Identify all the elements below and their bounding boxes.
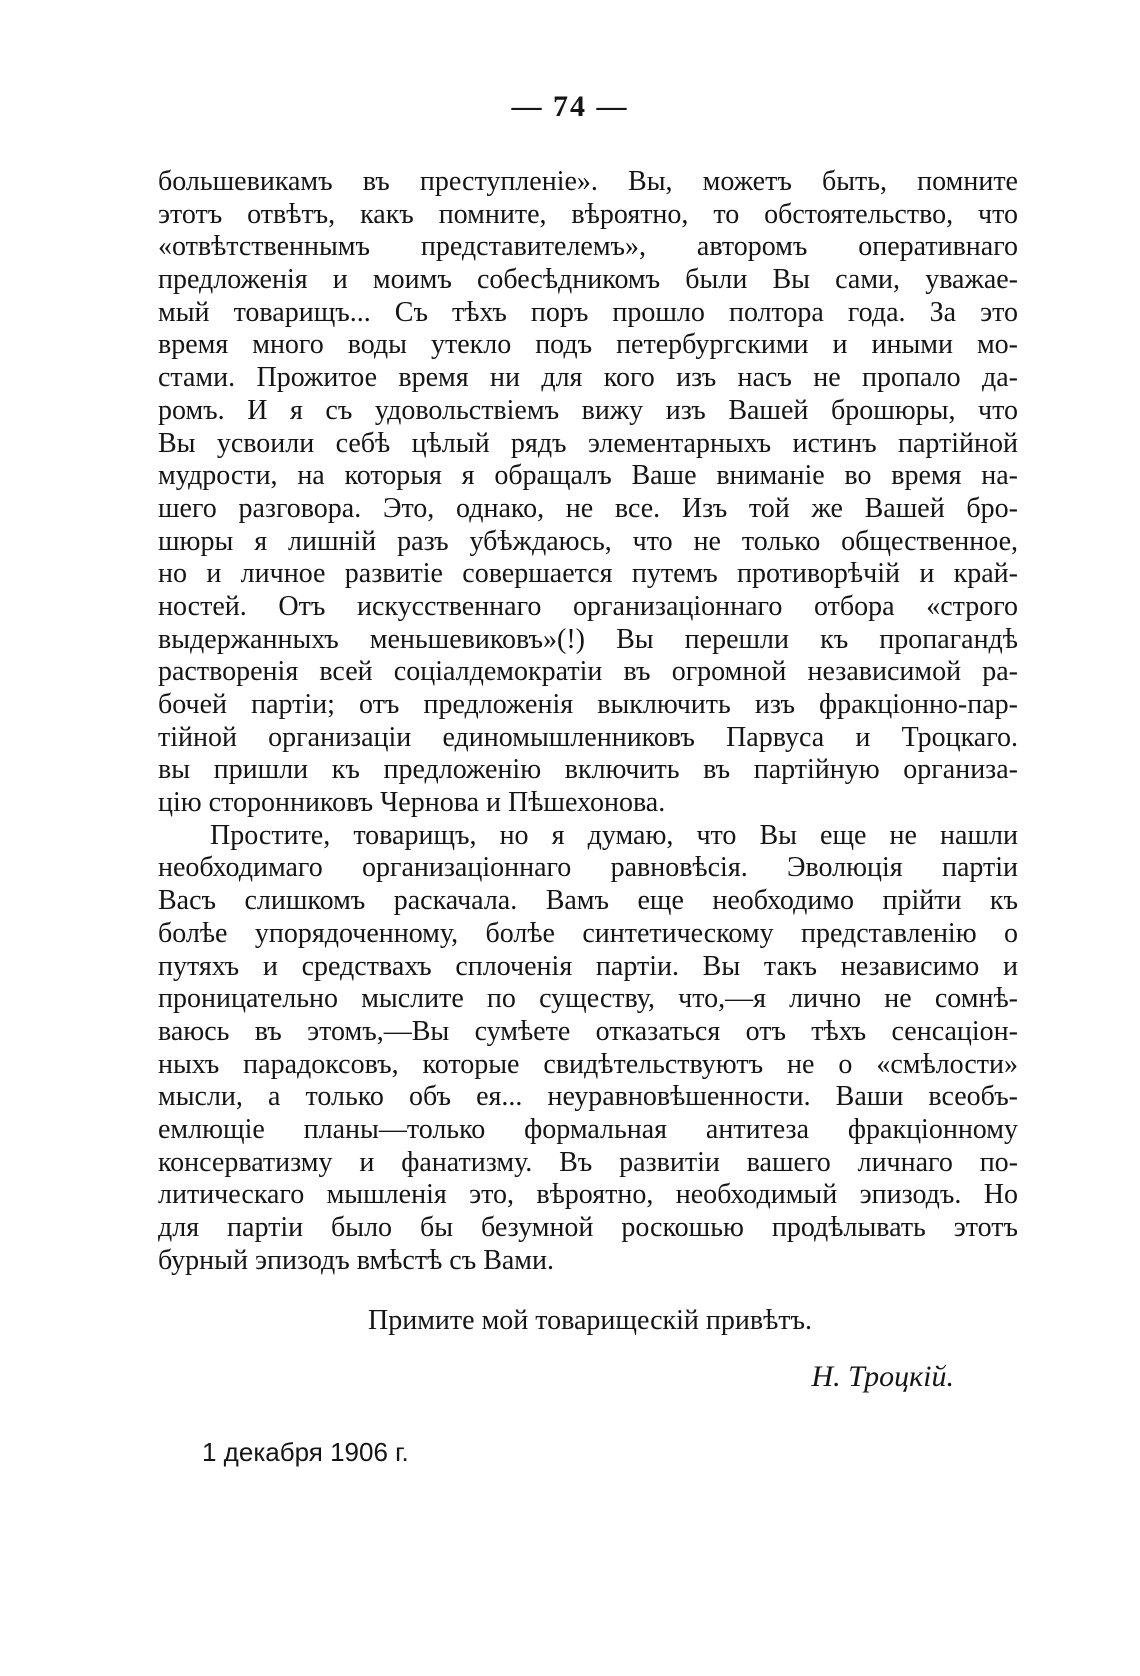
- text-line: вы пришли къ предложенію включить въ партійную организа-: [158, 754, 1018, 786]
- text-line: мый товарищъ... Съ тѣхъ поръ прошло полтора года. За это: [158, 296, 1018, 328]
- text-line: шюры я лишній разъ убѣждаюсь, что не только общественное,: [158, 525, 1018, 557]
- text-line: для партіи было бы безумной роскошью продѣлывать этотъ: [158, 1212, 1018, 1243]
- text-line: емлющіе планы—только формальная антитеза фракціонному: [158, 1113, 1018, 1145]
- text-line: но и личное развитіе совершается путемъ противорѣчій и край-: [158, 558, 1018, 590]
- text-line: ностей. Отъ искусственнаго организаціоннаго отбора «строго: [158, 590, 1018, 622]
- text-line: шего разговора. Это, однако, не все. Изъ той же Вашей бро-: [158, 492, 1018, 524]
- text-line: бочей партіи; отъ предложенія выключить изъ фракціонно-пар-: [158, 689, 1018, 720]
- text-line: выдержанныхъ меньшевиковъ»(!) Вы перешли къ пропагандѣ: [158, 623, 1018, 655]
- text-line: время много воды утекло подъ петербургскими и иными мо-: [158, 329, 1018, 361]
- text-line: ромъ. И я съ удовольствіемъ вижу изъ Вашей брошюры, что: [158, 394, 1018, 426]
- text-line: мысли, а только объ ея... неуравновѣшенности. Ваши всеобъ-: [158, 1081, 1018, 1113]
- text-line: ныхъ парадоксовъ, которые свидѣтельствуютъ не о «смѣлости»: [158, 1048, 1018, 1080]
- text-line: стами. Прожитое время ни для кого изъ насъ не пропало да-: [158, 362, 1018, 394]
- text-line: болѣе упорядоченному, болѣе синтетическому представленію о: [158, 917, 1018, 949]
- text-line: Простите, товарищъ, но я думаю, что Вы еще не нашли: [210, 819, 1018, 851]
- text-line: предложенія и моимъ собесѣдникомъ были Вы сами, уважае-: [158, 264, 1018, 296]
- text-line: большевикамъ въ преступленіе». Вы, можетъ быть, помните: [158, 166, 1018, 197]
- text-line: путяхъ и средствахъ сплоченія партіи. Вы такъ независимо и: [158, 950, 1018, 982]
- text-line: литическаго мышленія это, вѣроятно, необходимый эпизодъ. Но: [158, 1179, 1018, 1211]
- text-line: бурный эпизодъ вмѣстѣ съ Вами.: [158, 1244, 555, 1276]
- paragraph-1: [158, 166, 1018, 820]
- text-line: тійной организаціи единомышленниковъ Парвуса и Троцкаго.: [158, 721, 1018, 753]
- letter-date: 1 декабря 1906 г.: [202, 1437, 409, 1467]
- text-line: ваюсь въ этомъ,—Вы сумѣете отказаться отъ тѣхъ сенсаціон-: [158, 1015, 1018, 1047]
- text-line: цію сторонниковъ Чернова и Пѣшехонова.: [158, 787, 666, 819]
- text-line: необходимаго организаціоннаго равновѣсія. Эволюція партіи: [158, 852, 1018, 884]
- text-line: Вы усвоили себѣ цѣлый рядъ элементарныхъ истинъ партійной: [158, 427, 1018, 459]
- signature: Н. Троцкій.: [811, 1360, 954, 1393]
- page-number: — 74 —: [511, 90, 629, 123]
- text-line: мудрости, на которыя я обращалъ Ваше вниманіе во время на-: [158, 460, 1018, 492]
- text-line: растворенія всей соціалдемократіи въ огромной независимой ра-: [158, 656, 1018, 688]
- text-line: «отвѣтственнымъ представителемъ», авторомъ оперативнаго: [158, 231, 1018, 263]
- body-text: [158, 166, 1018, 1277]
- text-line: консерватизму и фанатизму. Въ развитіи вашего личнаго по-: [158, 1146, 1018, 1178]
- paragraph-2: [158, 820, 1018, 1278]
- text-line: этотъ отвѣтъ, какъ помните, вѣроятно, то обстоятельство, что: [158, 198, 1018, 230]
- text-line: Васъ слишкомъ раскачала. Вамъ еще необходимо прійти къ: [158, 885, 1018, 917]
- text-line: проницательно мыслите по существу, что,—я лично не сомнѣ-: [158, 983, 1018, 1015]
- closing-greeting: Примите мой товарищескій привѣтъ.: [368, 1305, 812, 1336]
